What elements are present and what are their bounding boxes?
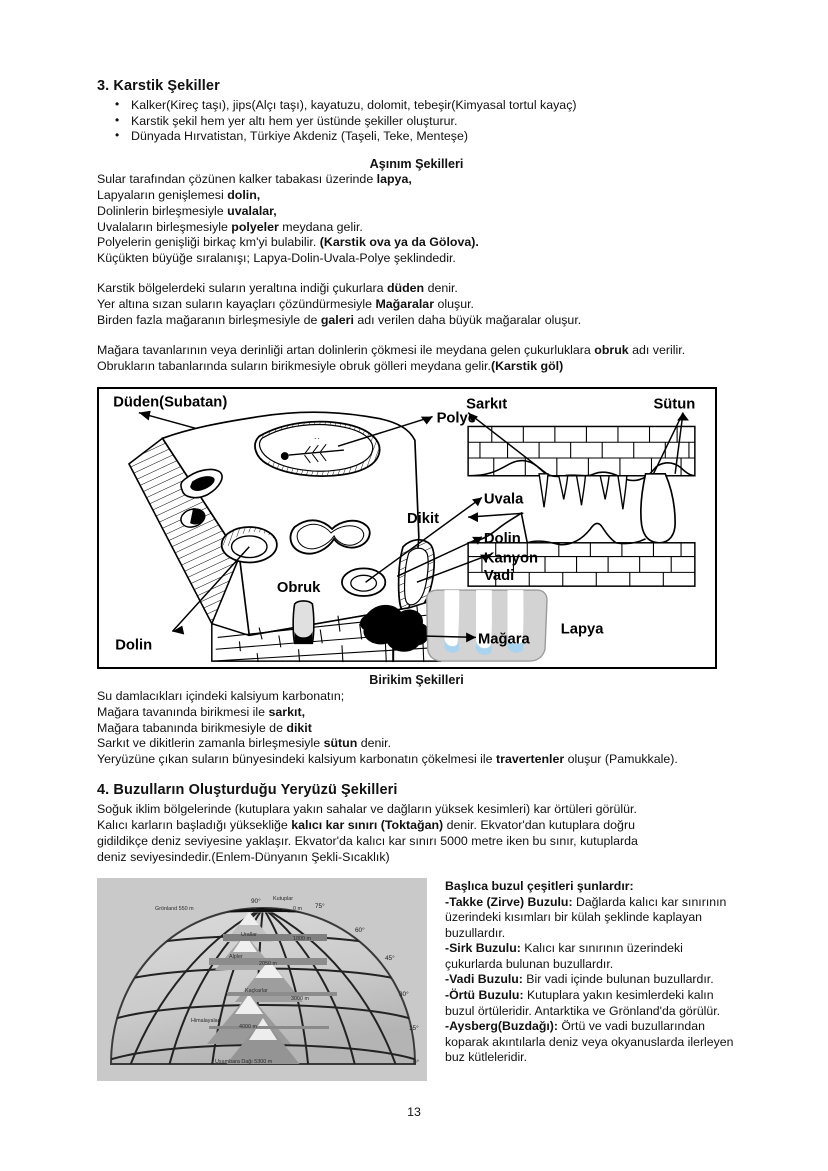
text-post: Örtü ve vadi buzullarından koparak akıntılarla deniz veya okyanuslarda ilerleyen buz kütleleridir.: [445, 1019, 734, 1065]
snowline-globe-diagram: [97, 878, 427, 1081]
label-obruk: Obruk: [276, 579, 321, 596]
globe-degree-75: 75°: [315, 902, 325, 910]
globe-degree-60: 60°: [355, 926, 365, 934]
text-pre: Yeryüzüne çıkan suların bünyesindeki kalsiyum karbonatın çökelmesi ile: [97, 752, 497, 767]
text-bold: dikit: [286, 720, 312, 735]
text-pre: Uvalaların birleşmesiyle: [97, 219, 232, 234]
text-pre: Kalıcı karların başladığı yüksekliğe: [97, 818, 292, 833]
text-bold: -Aysberg(Buzdağı):: [445, 1019, 558, 1034]
glacier-intro-line: [97, 818, 736, 834]
text-pre: Obrukların tabanlarında suların birikmesiyle obruk gölleri meydana gelir.: [97, 358, 491, 373]
label-polye: Polye: [436, 410, 476, 427]
globe-label-urallar-alt: 1000 m: [293, 935, 311, 942]
text-pre: Küçükten büyüğe sıralanışı; Lapya-Dolin-Uvala-Polye şeklindedir.: [97, 251, 456, 266]
glacier-intro-line: [97, 850, 736, 866]
text-pre: Sular tarafından çözünen kalker tabakası üzerinde: [97, 171, 377, 186]
list-item: • Dünyada Hırvatistan, Türkiye Akdeniz (Taşeli, Teke, Menteşe): [131, 129, 736, 145]
text-pre: deniz seviyesindedir.(Enlem-Dünyanın Şekli-Sıcaklık): [97, 850, 390, 864]
label-dolin-left: Dolin: [115, 637, 153, 654]
text-post: denir. Ekvator'dan kutuplara doğru: [443, 818, 635, 833]
text-pre: Mağara tavanında birikmesi ile: [97, 704, 269, 719]
karst-landforms-diagram: [97, 387, 717, 669]
glacier-section: [97, 878, 736, 1081]
label-uvala: Uvala: [483, 491, 524, 508]
text-bold: (Karstik göl): [490, 358, 564, 373]
cave-line: [97, 313, 736, 329]
text-bold: polyeler: [231, 219, 279, 234]
label-duden: Düden(Subatan): [113, 394, 228, 411]
erosion-subheading: Aşınım Şekilleri: [369, 156, 464, 171]
text-bold: Mağaralar: [375, 297, 435, 312]
spacer: [97, 768, 736, 782]
globe-label-usambara: Usambara Dağı 5300 m: [215, 1058, 273, 1065]
erosion-line: [97, 235, 736, 251]
erosion-line: [97, 172, 736, 188]
text-bold: sarkıt,: [268, 704, 306, 719]
label-magara: Mağara: [477, 631, 530, 648]
text-post: adı verilen daha büyük mağaralar oluşur.: [353, 313, 582, 328]
glacier-type-item: [445, 988, 736, 1019]
text-pre: Polyelerin genişliği birkaç km'yi bulabilir.: [97, 235, 320, 250]
deposition-line: [97, 689, 736, 705]
label-dolin-right: Dolin: [483, 530, 521, 547]
globe-label-kutuplar-alt: 0 m: [293, 905, 302, 912]
erosion-line: [97, 251, 736, 267]
text-post: oluşur.: [434, 297, 474, 312]
text-post: meydana gelir.: [278, 219, 363, 234]
text-pre: Dolinlerin birleşmesiyle: [97, 203, 228, 218]
deposition-subheading: Birikim Şekilleri: [369, 672, 464, 687]
text-post: Kutuplara yakın kesimlerdeki kalın buzul örtüleridir. Antarktika ve Grönland'da görülür.: [445, 988, 721, 1018]
globe-degree-15: 15°: [409, 1024, 419, 1032]
text-bold: (Karstik ova ya da Gölova).: [319, 235, 479, 250]
text-bold: -Vadi Buzulu:: [445, 972, 523, 987]
text-bold: obruk: [594, 342, 629, 357]
glacier-type-item: [445, 1019, 736, 1066]
text-bold: -Takke (Zirve) Buzulu:: [445, 894, 573, 909]
text-post: denir.: [424, 281, 458, 296]
text-pre: Su damlacıkları içindeki kalsiyum karbonatın;: [97, 688, 345, 703]
globe-label-kackarlar-alt: 3000 m: [291, 995, 309, 1002]
text-pre: Sarkıt ve dikitlerin zamanla birleşmesiyle: [97, 736, 324, 751]
glacier-intro-line: [97, 802, 736, 818]
glacier-intro-line: [97, 834, 736, 850]
text-pre: Lapyaların genişlemesi: [97, 187, 228, 202]
globe-degree-30: 30°: [399, 990, 409, 998]
text-pre: Soğuk iklim bölgelerinde (kutuplara yakın sahalar ve dağların yüksek kesimleri) kar örtüleri görülür.: [97, 802, 637, 817]
cave-line: [97, 281, 736, 297]
text-post: denir.: [357, 736, 392, 751]
section-4-title: 4. Buzulların Oluşturduğu Yeryüzü Şekilleri: [97, 782, 398, 799]
text-post: oluşur (Pamukkale).: [564, 752, 678, 767]
obruk-line: [97, 359, 736, 375]
text-post: Bir vadi içinde bulunan buzullardır.: [522, 972, 714, 987]
glacier-types-text: [445, 878, 736, 1081]
globe-label-kutuplar: Kutuplar: [273, 895, 294, 902]
erosion-line: [97, 188, 736, 204]
cave-line: [97, 297, 736, 313]
label-kanyon: Kanyon: [483, 550, 539, 567]
label-sarkit: Sarkıt: [466, 396, 508, 413]
karst-bullet-list: [97, 98, 736, 145]
spacer: [97, 267, 736, 281]
globe-label-himalayalar: Himalayalar: [191, 1017, 220, 1024]
deposition-line: [97, 752, 736, 768]
text-pre: Birden fazla mağaranın birleşmesiyle de: [97, 313, 321, 328]
list-item: • Kalker(Kireç taşı), jips(Alçı taşı), kayatuzu, dolomit, tebeşir(Kimyasal tortul kayaç): [131, 98, 736, 114]
text-post: adı verilir.: [628, 342, 686, 357]
label-dikit: Dikit: [407, 510, 440, 527]
polye-inner-mark: · ·: [314, 436, 320, 443]
text-bold: lapya,: [376, 171, 412, 186]
label-sutun: Sütun: [653, 396, 696, 413]
glacier-type-item: [445, 972, 736, 988]
page-number: 13: [407, 1105, 421, 1119]
page-title: 3. Karstik Şekiller: [97, 78, 220, 94]
globe-label-alpler: Alpler: [229, 953, 243, 960]
obruk-line: [97, 343, 736, 359]
globe-label-himalayalar-alt: 4000 m: [239, 1023, 257, 1030]
glacier-type-item: [445, 941, 736, 972]
erosion-line: [97, 204, 736, 220]
globe-label-gronland: Grönland 550 m: [155, 905, 194, 912]
text-bold: travertenler: [496, 752, 565, 767]
text-bold: dolin,: [227, 187, 261, 202]
deposition-line: [97, 705, 736, 721]
text-pre: gidildikçe deniz seviyesine yaklaşır. Ekvator'da kalıcı kar sınırı 5000 metre iken bu sınır, kutuplarda: [97, 834, 638, 849]
text-pre: Mağara tavanlarının veya derinliği artan dolinlerin çökmesi ile meydana gelen çukurluklara: [97, 342, 595, 357]
spacer: [97, 329, 736, 343]
text-bold: kalıcı kar sınırı (Toktağan): [291, 818, 444, 833]
text-bold: sütun: [323, 736, 358, 751]
text-bold: uvalalar,: [227, 203, 277, 218]
text-bold: Başlıca buzul çeşitleri şunlardır:: [445, 878, 634, 893]
text-pre: Mağara tabanında birikmesiyle de: [97, 720, 287, 735]
globe-label-alpler-alt: 2050 m: [259, 960, 277, 967]
deposition-line: [97, 736, 736, 752]
text-post: Kalıcı kar sınırının üzerindeki çukurlarda bulunan buzullardır.: [445, 941, 683, 971]
globe-degree-0: 0°: [413, 1058, 420, 1066]
text-bold: -Örtü Buzulu:: [445, 988, 524, 1003]
globe-degree-45: 45°: [385, 954, 395, 962]
erosion-line: [97, 220, 736, 236]
globe-degree-90: 90°: [251, 897, 261, 905]
label-lapya: Lapya: [560, 621, 604, 638]
text-bold: düden: [386, 281, 425, 296]
glacier-type-item: [445, 895, 736, 942]
label-vadi: Vadi: [483, 567, 515, 584]
text-pre: Yer altına sızan suların kayaçları çözündürmesiyle: [97, 297, 376, 312]
list-item: • Karstik şekil hem yer altı hem yer üstünde şekiller oluşturur.: [131, 114, 736, 130]
globe-label-urallar: Urallar: [241, 931, 257, 938]
text-post: Dağlarda kalıcı kar sınırının üzerindeki kısımları bir külah şeklinde kaplayan buzullardır.: [445, 894, 727, 940]
text-bold: galeri: [320, 313, 354, 328]
deposition-line: [97, 721, 736, 737]
glacier-types-heading: [445, 879, 736, 895]
text-bold: -Sirk Buzulu:: [445, 941, 521, 956]
text-pre: Karstik bölgelerdeki suların yeraltına indiği çukurlara: [97, 281, 387, 296]
globe-label-kackarlar: Kaçkarlar: [245, 987, 268, 994]
